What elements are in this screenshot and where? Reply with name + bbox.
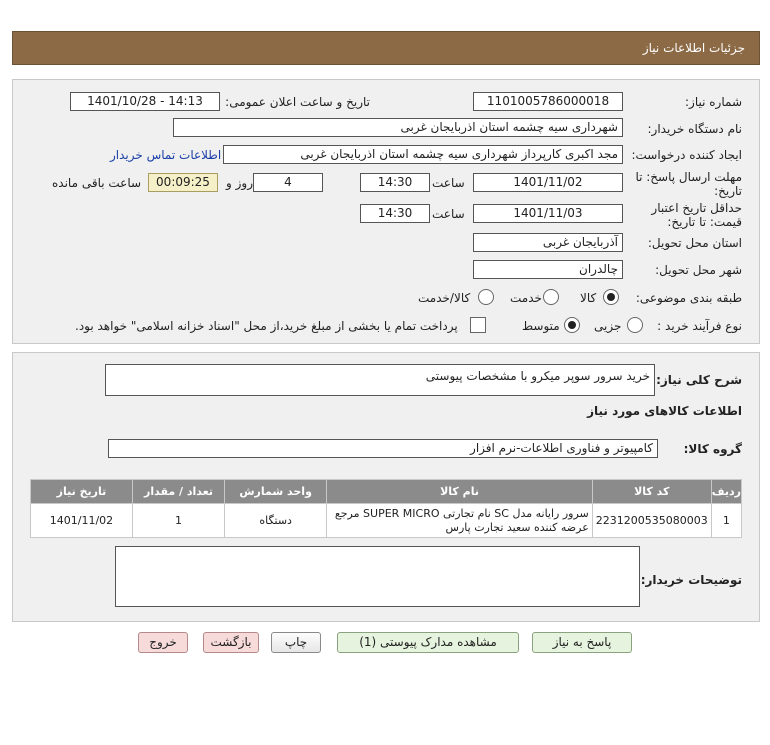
deadline-date-field: 1401/11/02 [473, 173, 623, 192]
view-attachments-button[interactable]: مشاهده مدارک پیوستی (1) [337, 632, 519, 653]
remaining-label: ساعت باقی مانده [52, 176, 142, 190]
validity-time-field: 14:30 [360, 204, 430, 223]
col-header-code: کد کالا [592, 480, 711, 504]
table-row [31, 504, 742, 538]
announce-label: تاریخ و ساعت اعلان عمومی: [225, 95, 370, 109]
reply-button[interactable]: پاسخ به نیاز [532, 632, 632, 653]
days-field: 4 [253, 173, 323, 192]
col-header-index: ردیف [711, 480, 741, 504]
description-field: خرید سرور سوپر میکرو با مشخصات پیوستی [105, 364, 655, 396]
process-label: نوع فرآیند خرید : [657, 319, 742, 333]
deadline-label-2: تاریخ: [714, 184, 742, 198]
col-header-date: تاریخ نیاز [31, 480, 133, 504]
print-button[interactable]: چاپ [271, 632, 321, 653]
cell-name: سرور رایانه مدل SC نام تجارتی SUPER MICRO مرجع عرضه کننده سعید تجارت پارس [327, 504, 593, 538]
deadline-time-field: 14:30 [360, 173, 430, 192]
goods-group-field: کامپیوتر و فناوری اطلاعات-نرم افزار [108, 439, 658, 458]
cell-code: 2231200535080003 [592, 504, 711, 538]
deadline-label: مهلت ارسال پاسخ: تا [635, 170, 742, 184]
page-title: جزئیات اطلاعات نیاز [642, 41, 745, 55]
category-option-service: خدمت [510, 291, 542, 305]
validity-label-2: قیمت: تا تاریخ: [667, 215, 742, 229]
goods-table [30, 479, 742, 538]
need-number-label: شماره نیاز: [685, 95, 742, 109]
buyer-org-field: شهرداری سیه چشمه استان اذربایجان غربی [173, 118, 623, 137]
validity-date-field: 1401/11/03 [473, 204, 623, 223]
cell-qty: 1 [132, 504, 224, 538]
col-header-qty: تعداد / مقدار [132, 480, 224, 504]
process-option-medium: متوسط [522, 319, 560, 333]
remaining-time-field: 00:09:25 [148, 173, 218, 192]
requester-field: مجد اکبری کارپرداز شهرداری سیه چشمه استان اذربایجان غربی [223, 145, 623, 164]
col-header-name: نام کالا [327, 480, 593, 504]
treasury-payment-checkbox[interactable] [470, 317, 486, 333]
announce-field: 1401/10/28 - 14:13 [70, 92, 220, 111]
category-radio-service[interactable] [543, 289, 559, 305]
validity-label: حداقل تاریخ اعتبار [651, 201, 742, 215]
contact-info-link[interactable]: اطلاعات تماس خریدار [110, 148, 222, 162]
category-radio-goods-service[interactable] [478, 289, 494, 305]
page-header [12, 31, 760, 65]
process-radio-minor[interactable] [627, 317, 643, 333]
payment-note: پرداخت تمام یا بخشی از مبلغ خرید،از محل "اسناد خزانه اسلامی" خواهد بود. [75, 319, 458, 333]
requester-label: ایجاد کننده درخواست: [631, 148, 742, 162]
exit-button[interactable]: خروج [138, 632, 188, 653]
cell-unit: دستگاه [225, 504, 327, 538]
category-option-goods: کالا [580, 291, 597, 305]
province-field: آذربایجان غربی [473, 233, 623, 252]
city-label: شهر محل تحویل: [655, 263, 742, 277]
buyer-notes-label: توضیحات خریدار: [640, 573, 742, 587]
category-option-goods-service: کالا/خدمت [418, 291, 471, 305]
province-label: استان محل تحویل: [647, 236, 742, 250]
validity-time-label: ساعت [432, 207, 465, 221]
process-option-minor: جزیی [594, 319, 622, 333]
cell-date: 1401/11/02 [31, 504, 133, 538]
goods-group-label: گروه کالا: [683, 442, 742, 456]
process-radio-medium[interactable] [564, 317, 580, 333]
category-label: طبقه بندی موضوعی: [635, 291, 742, 305]
deadline-time-label: ساعت [432, 176, 465, 190]
buyer-notes-field [115, 546, 640, 607]
goods-info-title: اطلاعات کالاهای مورد نیاز [587, 404, 742, 418]
back-button[interactable]: بازگشت [203, 632, 259, 653]
buyer-org-label: نام دستگاه خریدار: [647, 122, 742, 136]
col-header-unit: واحد شمارش [225, 480, 327, 504]
city-field: چالدران [473, 260, 623, 279]
category-radio-goods[interactable] [603, 289, 619, 305]
days-label: روز و [226, 176, 253, 190]
cell-index: 1 [711, 504, 741, 538]
description-label: شرح کلی نیاز: [656, 373, 742, 387]
need-number-field: 1101005786000018 [473, 92, 623, 111]
